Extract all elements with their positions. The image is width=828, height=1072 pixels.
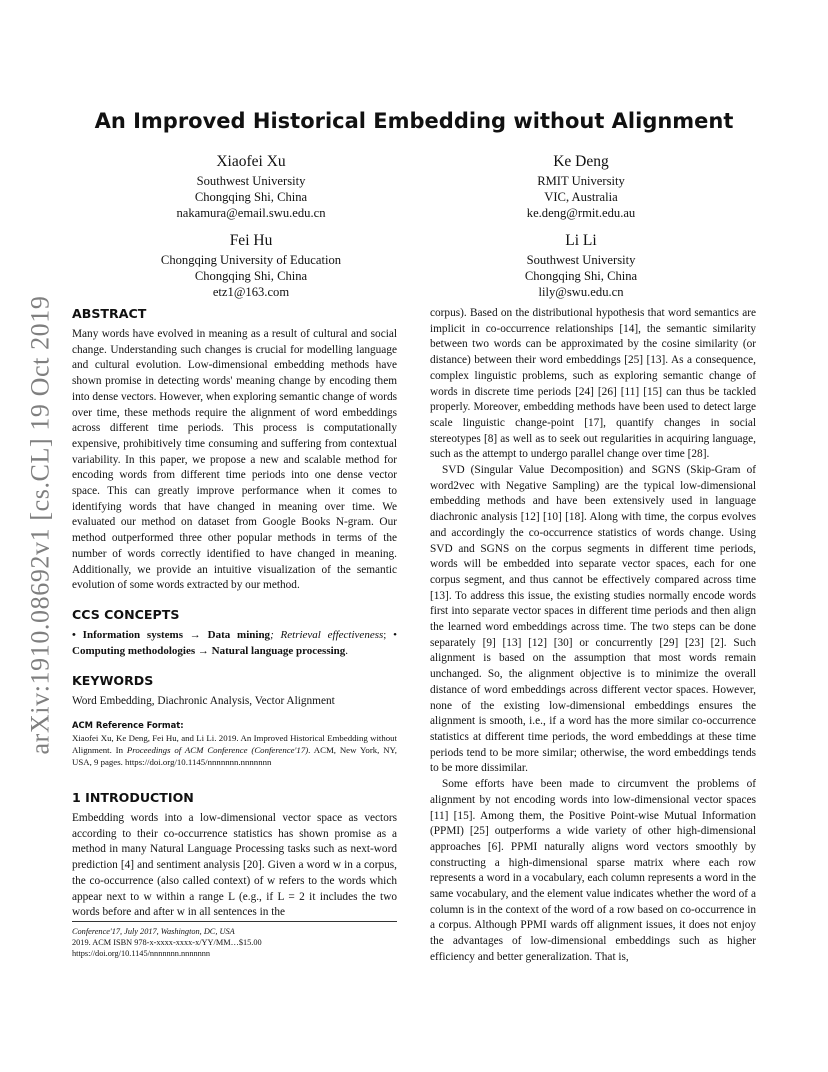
conference-footnote <box>72 921 397 959</box>
body-paragraph-1: corpus). Based on the distributional hypothesis that word semantics are implicit in co-occurrence relationships [14], the semantic similarity between two words can be approximated by the cosine similarity (or distance) between their word embeddings [25] [13]. As a consequence, complex linguistic problems, such as exploring semantic change of words in discrete time periods [24] [26] [11] [15] can thus be tackled properly. Moreover, embedding methods have been used to detect large scale linguistic change-point [17], quantify changes in social stereotypes [8] as well as to seek out regularities in acquiring language, such as the attempt to undergo parallel change over time [28]. <box>430 307 756 461</box>
body-paragraph-2: SVD (Singular Value Decomposition) and SGNS (Skip-Gram of word2vec with Negative Sampling) are the typical low-dimensional embedding methods and have been extensively used in language diachronic analysis [12] [10] [18]. Along with time, the corpus evolves and accordingly the co-occurrence statistics of words change. Using SVD and SGNS on the corpus segments in different time periods, words will be embedded into separate vector spaces, each for one corpus segment, and thus cannot be effectively compared across time [13]. To address this issue, the existing studies normally encode words first into separate vector spaces in different time periods and then align the learned word embeddings across time. The two steps can be done separately [9] [13] [12] [30] or concurrently [29] [23] [2]. Such alignment is based on the assumption that most words remain unchanged. So, the alignment objective is to minimize the overall distance of word embeddings across different vector spaces. However, none of the existing low-dimensional embeddings ensures the alignment is smooth, i.e., if a word has the more similar co-occurrence statistics at different time periods, the word embeddings at these time periods tend to be more similar; otherwise, the word embeddings tends to be more dissimilar. <box>430 464 756 775</box>
arxiv-stamp-text: arXiv:1910.08692v1 [cs.CL] 19 Oct 2019 <box>25 295 54 755</box>
author-name: Fei Hu <box>229 232 273 249</box>
ccs-end: . <box>345 644 349 657</box>
author-affiliation: Chongqing University of Education <box>160 253 342 267</box>
author-affiliation: Southwest University <box>196 174 306 188</box>
author-email[interactable]: lily@swu.edu.cn <box>538 285 624 299</box>
author-name: Xiaofei Xu <box>216 153 286 170</box>
footnote-isbn: 2019. ACM ISBN 978-x-xxxx-xxxx-x/YY/MM…$15.00 <box>72 938 262 947</box>
footnote-doi-link[interactable]: https://doi.org/10.1145/nnnnnnn.nnnnnnn <box>72 949 211 958</box>
acm-reference-text <box>72 732 397 768</box>
author-block-3 <box>101 231 401 300</box>
introduction-paragraph: Embedding words into a low-dimensional vector space as vectors according to their co-occurrence statistics has shown promise as a method in many Natural Language Processing tasks such as next-word prediction [4] and sentiment analysis [20]. Given a word w in a corpus, the co-occurrence (also called context) of w refers to the words which appear next to w within a range L (e.g., if L = 2 it includes the two words before and after w in all sentences in the <box>72 812 397 919</box>
author-location: VIC, Australia <box>544 190 618 204</box>
abstract-heading: ABSTRACT <box>72 306 147 321</box>
author-affiliation: RMIT University <box>537 174 625 188</box>
body-paragraph-3: Some efforts have been made to circumvent the problems of alignment by not encoding words into low-dimensional vector spaces [11] [15]. Among them, the Positive Point-wise Mutual Information (PPMI) [25] outperforms a wide variety of other high-dimensional approaches [6]. PPMI naturally aligns word vectors smoothly by constructing a high-dimensional sparse matrix where each row represents a word in a vocabulary, each column represents a word in the same vocabulary, and the element value indicates whether the word of a column is in the context of the word of a row based on co-occurrence in a corpus. Although PPMI wards off alignment issues, it does not enjoy the advantages of low-dimensional embeddings such as higher efficiency and better generalization. That is, <box>430 778 756 963</box>
author-affiliation: Southwest University <box>526 253 636 267</box>
author-email[interactable]: ke.deng@rmit.edu.au <box>526 206 636 220</box>
author-email[interactable]: nakamura@email.swu.edu.cn <box>176 206 326 220</box>
left-column <box>72 306 397 921</box>
author-location: Chongqing Shi, China <box>524 269 638 283</box>
paper-title: An Improved Historical Embedding without Alignment <box>94 109 734 133</box>
acm-reference-heading: ACM Reference Format: <box>72 720 184 731</box>
author-email[interactable]: etz1@163.com <box>212 285 290 299</box>
abstract-text: Many words have evolved in meaning as a result of cultural and social change. Understanding such changes is crucial for modelling language and cultural evolution. Low-dimensional embedding methods have shown promise in detecting words' meaning change by encoding them into dense vectors. However, when exploring semantic change of words over time, these methods require the alignment of word embeddings across different time periods. This process is computationally expensive, prohibitively time consuming and suffering from contextual variability. In this paper, we propose a new and scalable method for encoding words from different time periods into one dense vector space. This can greatly improve performance when it comes to identifying words that have changed in meaning over time. We evaluated our method on dataset from Google Books N-gram. Our method outperformed three other popular methods in terms of the number of words correctly identified to have changed in meaning. Additionally, we provide an intuitive visualization of the semantic evolution of some words extracted by our method. <box>72 328 397 592</box>
ccs-text <box>72 628 397 659</box>
ccs-heading: CCS CONCEPTS <box>72 606 180 622</box>
arxiv-stamp <box>22 290 58 760</box>
ccs-concept-2: Computing methodologies → Natural language processing <box>72 644 346 657</box>
author-block-1 <box>101 152 401 221</box>
ccs-concept-1-detail: ; Retrieval effectiveness <box>270 628 384 641</box>
author-location: Chongqing Shi, China <box>194 190 308 204</box>
author-block-2 <box>431 152 731 221</box>
footnote-conference: Conference'17, July 2017, Washington, DC, USA <box>72 927 235 936</box>
introduction-heading: 1 INTRODUCTION <box>72 790 194 806</box>
acm-reference-authors: Xiaofei Xu, Ke Deng, Fei Hu, and Li Li. 2019. An Improved Historical Embedding without Alignment. In <box>72 733 397 756</box>
author-name: Li Li <box>565 232 597 249</box>
acm-reference-doi: . ACM, New York, NY, USA, 9 pages. https://doi.org/10.1145/nnnnnnn.nnnnnnn <box>72 745 397 768</box>
author-name: Ke Deng <box>553 153 609 170</box>
acm-reference-venue: Proceedings of ACM Conference (Conference'17) <box>126 745 309 756</box>
ccs-concept-1: • Information systems → Data mining <box>72 628 271 641</box>
keywords-text: Word Embedding, Diachronic Analysis, Vector Alignment <box>72 695 335 708</box>
author-block-4 <box>431 231 731 300</box>
right-column <box>430 306 756 966</box>
author-location: Chongqing Shi, China <box>194 269 308 283</box>
ccs-separator: ; • <box>383 628 397 641</box>
keywords-heading: KEYWORDS <box>72 673 154 689</box>
